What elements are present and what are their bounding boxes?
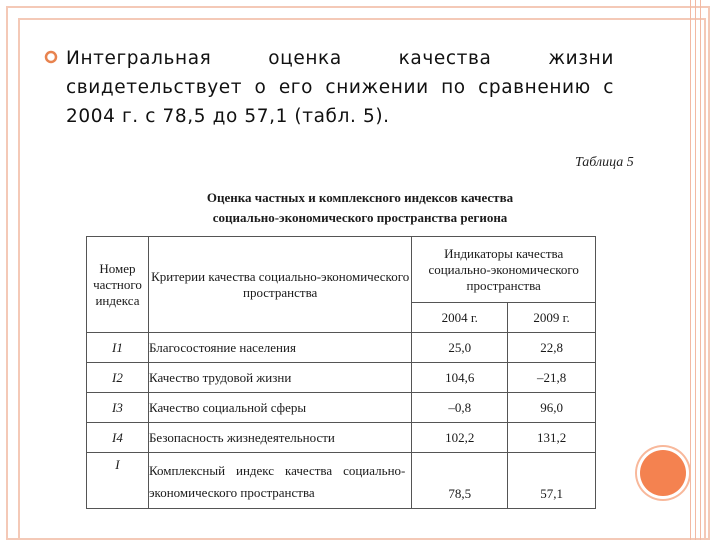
header-year-2004: 2004 г. [412,303,508,333]
header-index-no: Номер частного индекса [87,237,149,333]
header-criteria: Критерии качества социально-экономического пространства [148,237,411,333]
table-caption: Таблица 5 [575,155,634,170]
decor-line [695,0,696,540]
row-value-2009: 131,2 [508,423,596,453]
table-row [87,453,596,509]
row-criterion: Благосостояние населения [148,333,411,363]
table-row [87,363,596,393]
row-value-2009: 96,0 [508,393,596,423]
header-year-2009: 2009 г. [508,303,596,333]
row-index: I3 [87,393,149,423]
row-criterion: Качество социальной сферы [148,393,411,423]
row-index: I1 [87,333,149,363]
row-index: I4 [87,423,149,453]
ring-bullet-icon [44,50,58,64]
table-row [87,393,596,423]
decor-line [700,0,701,540]
decor-circle [640,450,686,496]
indices-table [86,236,596,509]
table-title-line: Оценка частных и комплексного индексов качества [206,190,514,205]
header-indicators: Индикаторы качества социально-экономического пространства [412,237,596,303]
row-value-2009: –21,8 [508,363,596,393]
row-value-2004: 102,2 [412,423,508,453]
table-row [87,333,596,363]
row-index: I [87,453,149,509]
row-value-2004: 104,6 [412,363,508,393]
table-title [150,188,570,228]
row-value-2004: 78,5 [412,453,508,509]
row-criterion: Качество трудовой жизни [148,363,411,393]
row-index: I2 [87,363,149,393]
slide-paragraph: Интегральная оценка качества жизни свидетельствует о его снижении по сравнению с 2004 г. с 78,5 до 57,1 (табл. 5). [66,48,614,127]
row-value-2009: 57,1 [508,453,596,509]
row-value-2004: –0,8 [412,393,508,423]
table-row [87,423,596,453]
table-title-line: социально-экономического пространства региона [212,210,508,225]
row-value-2004: 25,0 [412,333,508,363]
decor-line [690,0,691,540]
row-criterion: Комплексный индекс качества социально-экономического пространства [148,453,411,509]
row-criterion: Безопасность жизнедеятельности [148,423,411,453]
row-value-2009: 22,8 [508,333,596,363]
